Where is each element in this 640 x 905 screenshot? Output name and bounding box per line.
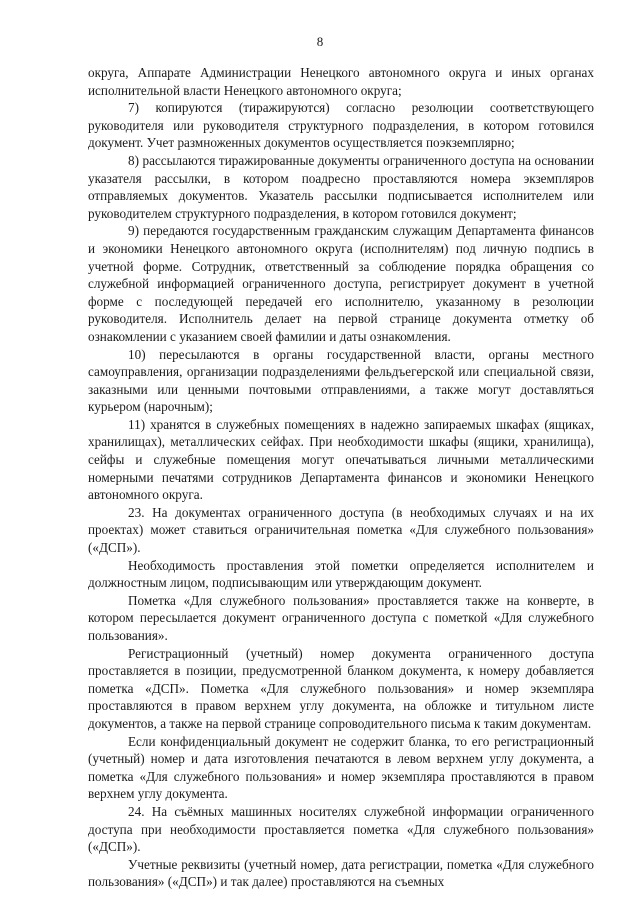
paragraph: Учетные реквизиты (учетный номер, дата регистрации, пометка «Для служебного пользования» («ДСП») и так далее) проставляются на съемных [88,856,594,890]
document-body [88,64,594,891]
paragraph: Если конфиденциальный документ не содержит бланка, то его регистрационный (учетный) номер и дата изготовления печатаются в левом верхнем углу документа, а пометка «Для служебного пользования» и номер экземпляра проставляются в правом верхнем углу документа. [88,733,594,802]
list-item-10: 10) пересылаются в органы государственной власти, органы местного самоуправления, организации подразделениями фельдъегерской или специальной связи, заказными или ценными почтовыми отправлениями, а также могут доставляться курьером (нарочным); [88,346,594,415]
paragraph: Необходимость проставления этой пометки определяется исполнителем и должностным лицом, подписывающим или утверждающим документ. [88,557,594,591]
paragraph-continuation: округа, Аппарате Администрации Ненецкого автономного округа и иных органах исполнительной власти Ненецкого автономного округа; [88,65,594,98]
list-item-8: 8) рассылаются тиражированные документы ограниченного доступа на основании указателя рассылки, в котором поадресно проставляются номера экземпляров отправляемых документов. Указатель рассылки подписывается исполнителем или руководителем структурного подразделения, в котором готовился документ; [88,152,594,221]
list-item-7: 7) копируются (тиражируются) согласно резолюции соответствующего руководителя или руководителя структурного подразделения, в котором готовился документ. Учет размноженных документов осуществляется поэкземплярно; [88,100,594,151]
list-item-9: 9) передаются государственным гражданским служащим Департамента финансов и экономики Ненецкого автономного округа (исполнителям) под личную подпись в учетной форме. Сотрудник, ответственный за соблюдение порядка обращения со служебной информацией ограниченного доступа, регистрирует документ в учетной форме с последующей передачей его исполнителю, указанному в резолюции руководителя. Исполнитель делает на первой странице документа отметку об ознакомлении с указанием своей фамилии и даты ознакомления. [88,223,594,344]
list-item-11: 11) хранятся в служебных помещениях в надежно запираемых шкафах (ящиках, хранилищах), металлических сейфах. При необходимости шкафы (ящики, хранилища), сейфы и служебные помещения могут опечатываться личными металлическими номерными печатями сотрудников Департамента финансов и экономики Ненецкого автономного округа. [88,416,594,503]
clause-24: 24. На съёмных машинных носителях служебной информации ограниченного доступа при необходимости проставляется пометка «Для служебного пользования» («ДСП»). [88,803,594,855]
paragraph: Пометка «Для служебного пользования» проставляется также на конверте, в котором пересылается документ ограниченного доступа с пометкой «Для служебного пользования». [88,592,594,643]
paragraph: Регистрационный (учетный) номер документа ограниченного доступа проставляется в позиции, предусмотренной бланком документа, к номеру добавляется пометка «ДСП». Пометка «Для служебного пользования» и номер экземпляра проставляются в правом верхнем углу документа, на обложке и титульном листе документов, а также на первой странице сопроводительного письма к таким документам. [88,645,594,731]
page-number: 8 [316,34,324,49]
clause-23: 23. На документах ограниченного доступа (в необходимых случаях и на их проектах) может ставиться ограничительная пометка «Для служебного пользования» («ДСП»). [88,504,594,556]
